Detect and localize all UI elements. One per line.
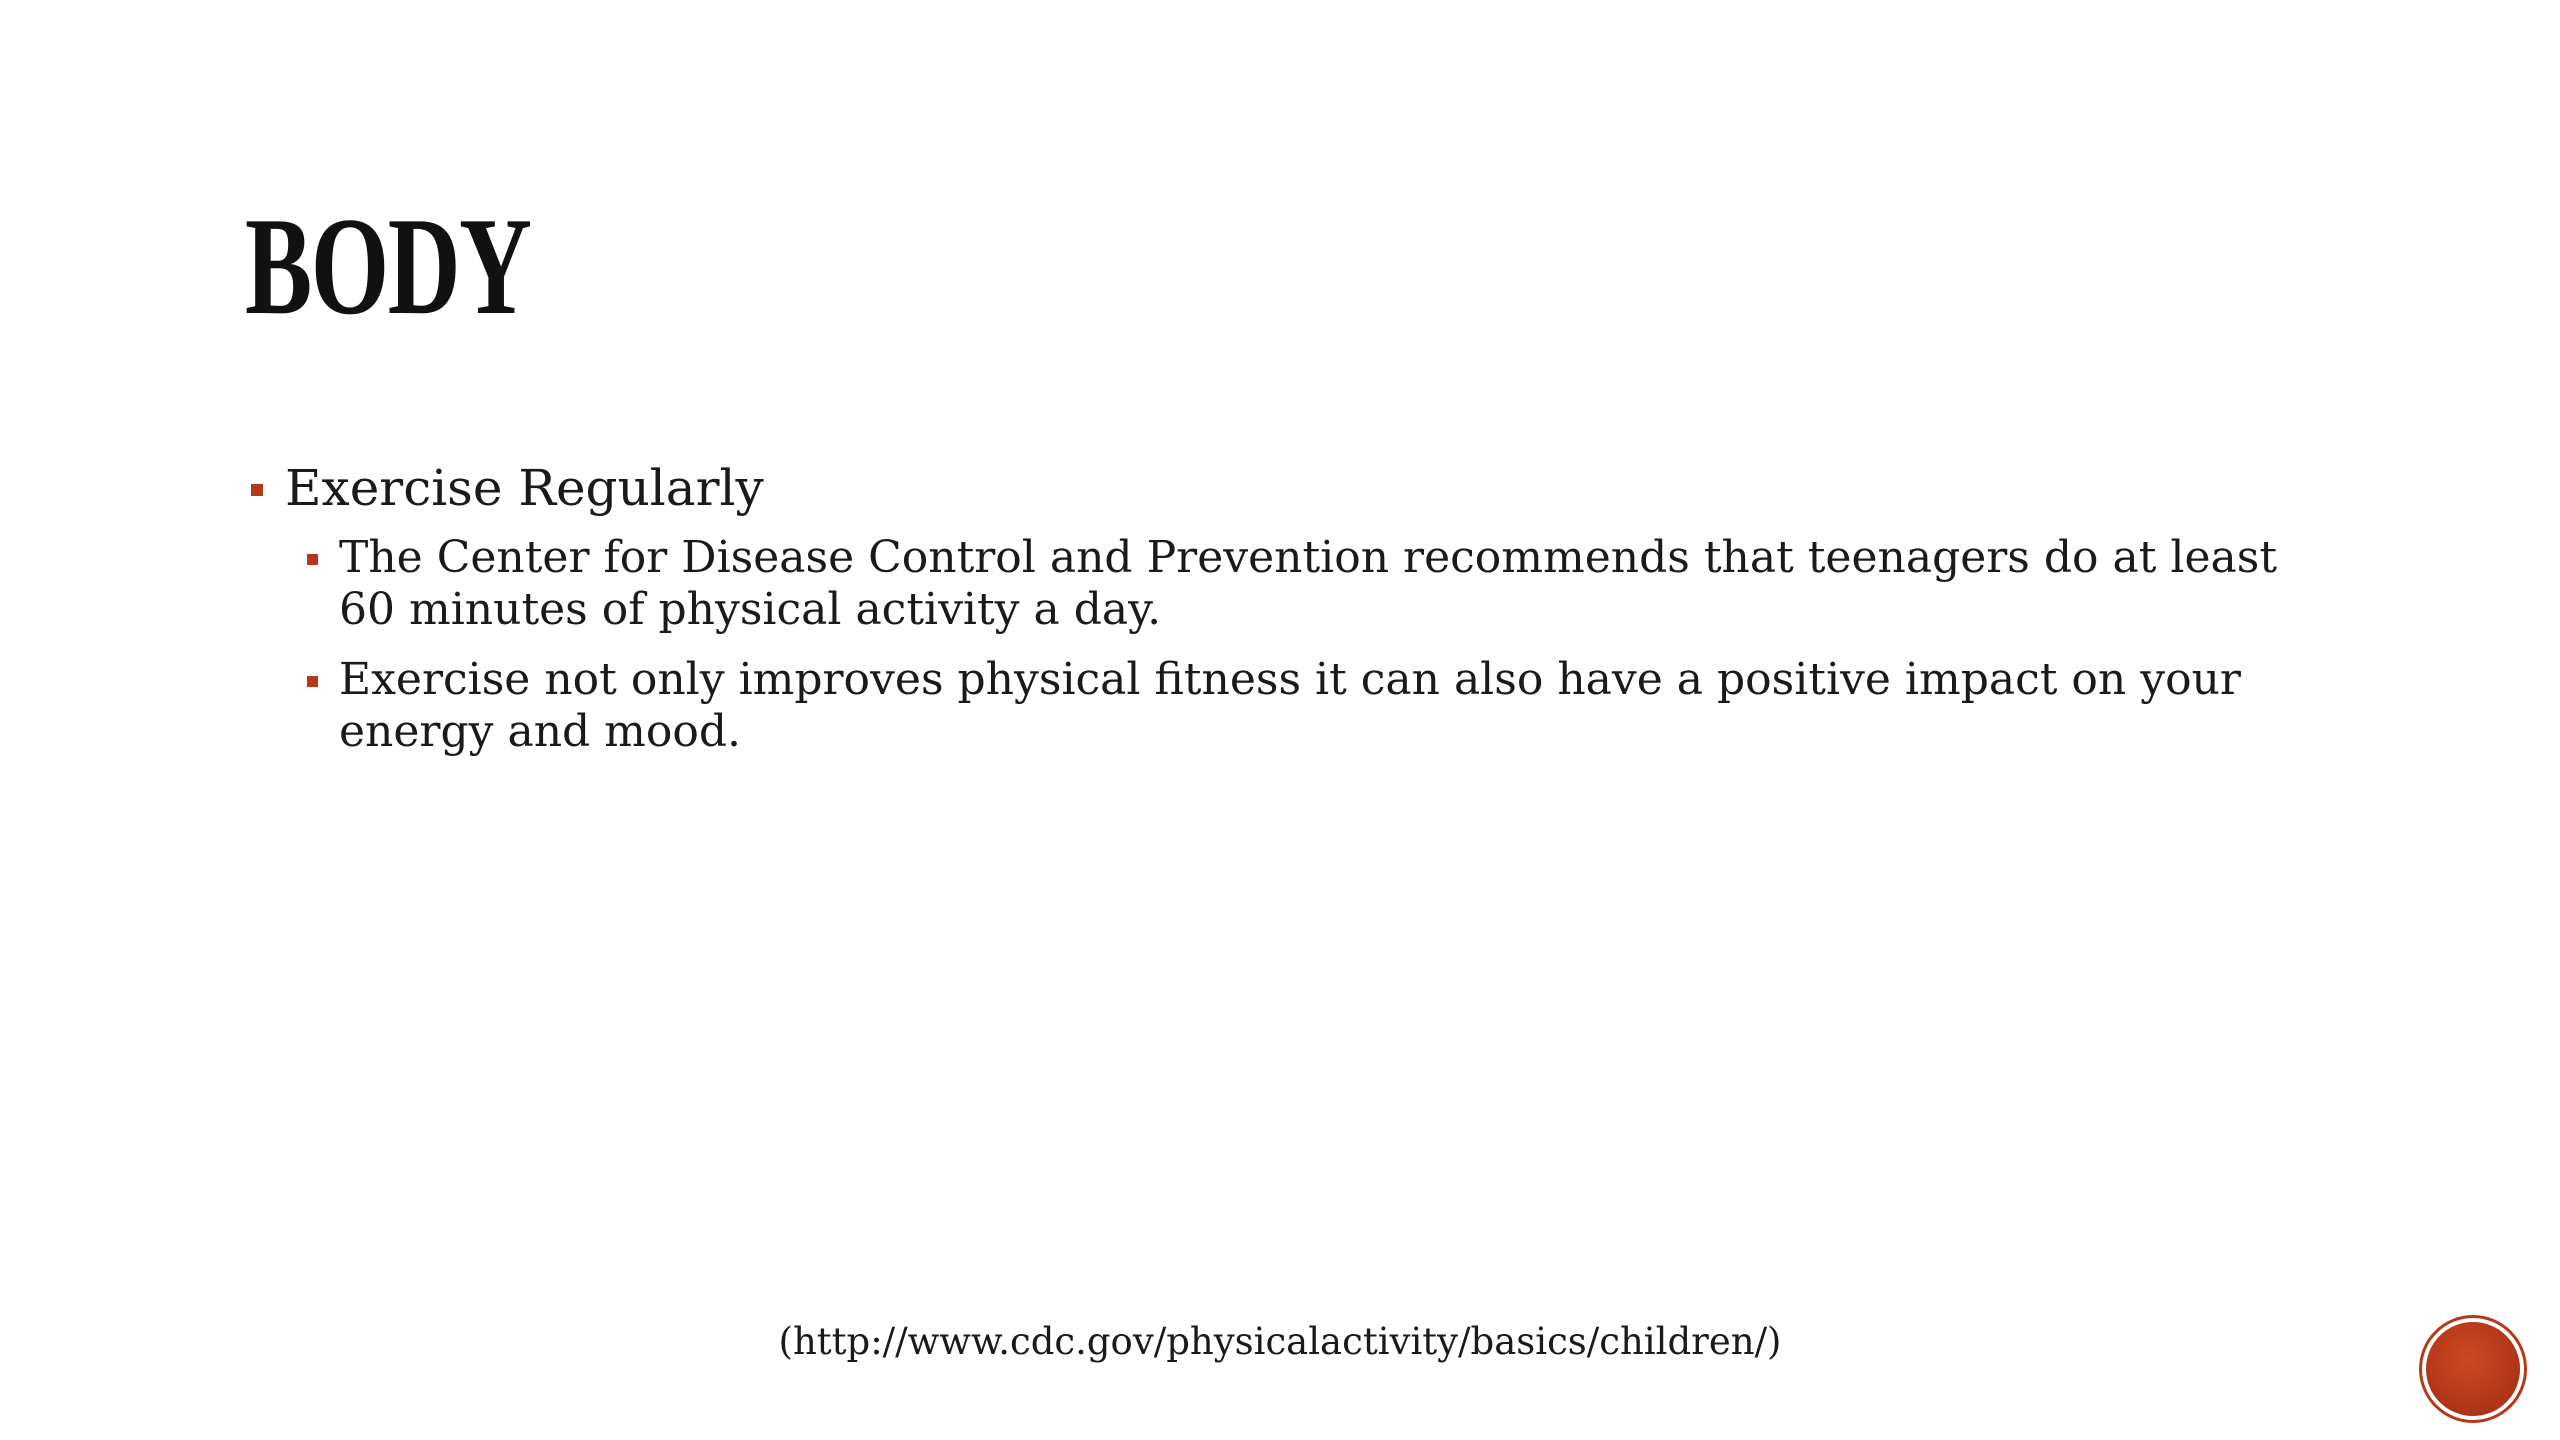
slide-number-badge-icon [2426, 1322, 2520, 1416]
sub-bullet-item: Exercise not only improves physical fitness it can also have a positive impact on your energy and mood. [303, 654, 2299, 758]
sub-bullet-list [245, 532, 2365, 758]
citation-text: (http://www.cdc.gov/physicalactivity/basics/children/) [778, 1320, 1782, 1363]
slide-content [245, 456, 2365, 776]
bullet-item: Exercise Regularly [245, 456, 2365, 520]
sub-bullet-item: The Center for Disease Control and Prevention recommends that teenagers do at least 60 minutes of physical activity a day. [303, 532, 2299, 636]
slide-title: BODY [245, 189, 531, 344]
